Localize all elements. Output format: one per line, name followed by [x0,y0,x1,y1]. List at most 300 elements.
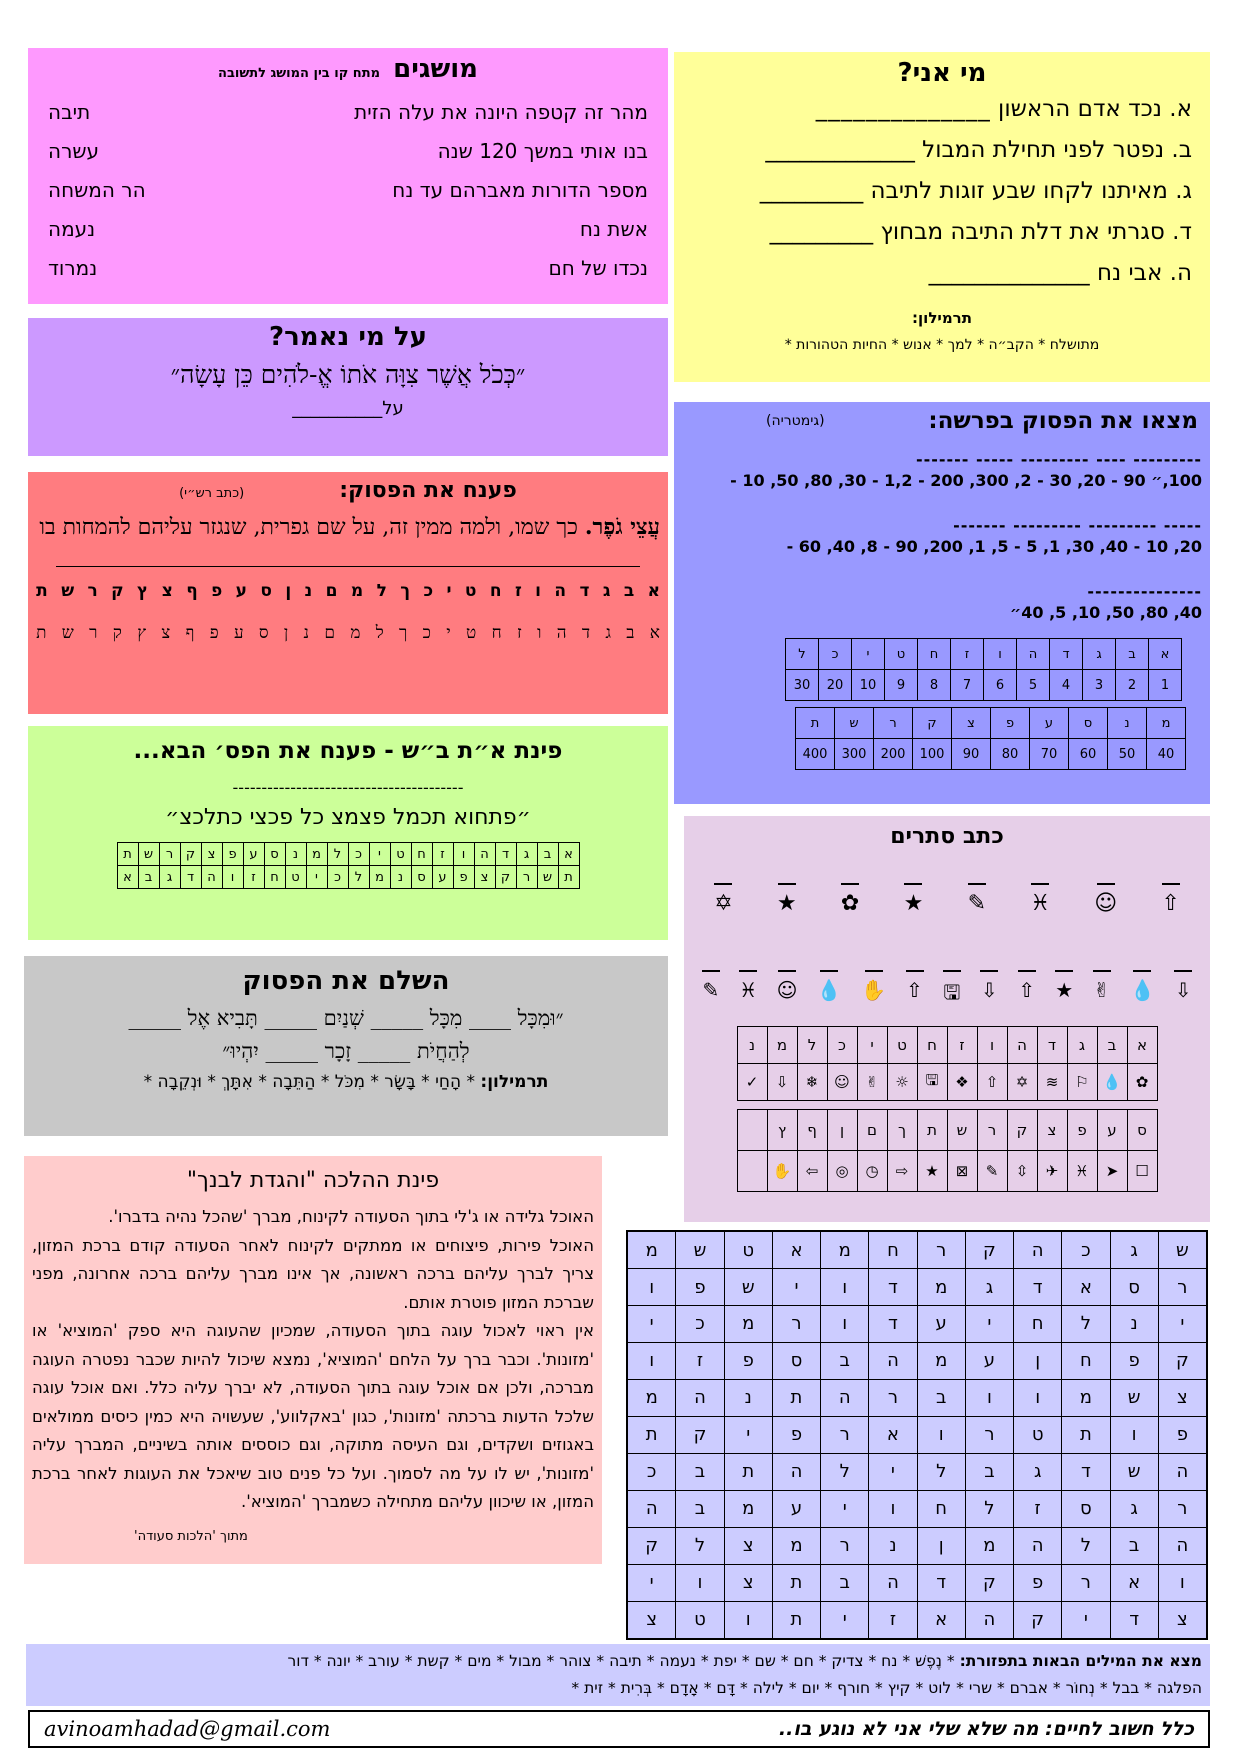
secret-symbol: 💧 [817,970,842,1012]
wordsearch-letter[interactable]: ד [869,1269,917,1306]
secret-cell [737,1151,767,1192]
gematria-cell: 100 [913,739,952,770]
wordsearch-letter[interactable]: א [1110,1564,1158,1601]
wordsearch-letter[interactable]: י [821,1601,869,1639]
footer-bar [28,1710,1210,1748]
footer-email[interactable]: avinoamhadad@gmail.com [44,1717,331,1741]
gematria-cell: 5 [1017,670,1050,701]
wordsearch-letter[interactable]: ג [965,1269,1013,1306]
wordsearch-letter[interactable]: ן [1014,1342,1062,1379]
wordsearch-letter[interactable]: ה [1158,1527,1207,1564]
atbash-cell: ח [264,866,285,889]
concept-question: מהר זה קטפה היונה את עלה הזית [354,100,648,124]
atbash-cell: ל [327,843,348,866]
gematria-cell: ט [885,639,918,670]
halacha-source: מתוך 'הלכות סעודה' [134,1529,248,1544]
wordsearch-letter[interactable]: מ [724,1306,772,1343]
atbash-cell: פ [453,866,474,889]
secret-symbol: ✎ [702,970,720,1012]
wordsearch-letter[interactable]: צ [1158,1601,1207,1639]
alphabet-letter: י [446,581,452,601]
wordsearch-letter[interactable]: ה [965,1601,1013,1639]
secret-cell: נ [737,1027,767,1064]
secret-cell: ⚐ [1067,1064,1097,1101]
wordsearch-letter[interactable]: ו [1014,1379,1062,1416]
words-line-2: הפלגה * בבל * נְחוֹר * אברם * שרי * לוט * קיץ * חורף * יום * לילה * דָּם * אָדָם * בְּרִית * זית * [571,1679,1202,1697]
gematria-cell: ה [1017,639,1050,670]
atbash-title: פינת א״ת ב״ש - פענח את הפס׳ הבא... [133,738,563,764]
wordsearch-letter[interactable]: ר [772,1306,820,1343]
gematria-cell: 400 [796,739,835,770]
wordsearch-letter[interactable]: צ [724,1564,772,1601]
secret-cell: ף [797,1110,827,1151]
wordsearch-letter[interactable]: א [1062,1269,1110,1306]
secret-cell: ם [857,1110,887,1151]
atbash-cell: ו [453,843,474,866]
wordsearch-letter[interactable]: ן [917,1527,965,1564]
whoami-section [674,52,1210,382]
alphabet-letter: ש [61,581,75,601]
secret-cell: ח [917,1027,947,1064]
secret-cell: ⇨ [887,1151,917,1192]
wordsearch-letter[interactable]: ת [724,1453,772,1490]
whoami-item[interactable]: א. נכד אדם הראשון ______________ [815,96,1192,122]
secret-cell: 💧 [1097,1064,1127,1101]
wordsearch-letter[interactable]: ו [821,1269,869,1306]
wordsearch-letter[interactable]: ד [869,1306,917,1343]
wordsearch-letter[interactable]: ד [1062,1453,1110,1490]
secret-cell: ★ [917,1151,947,1192]
wordsearch-letter[interactable]: ב [1110,1527,1158,1564]
concept-answer[interactable]: תיבה [48,100,91,124]
wordsearch-letter[interactable]: ט [676,1601,724,1639]
gematria-header [682,408,1202,434]
wordsearch-letter[interactable]: נ [724,1379,772,1416]
whoami-item[interactable]: ד. סגרתי את דלת התיבה מבחוץ _________ [769,219,1192,245]
secret-symbol: ☺ [1094,883,1117,916]
gematria-line: 40, 80, 50, 10, 5, 40״ [1009,603,1202,622]
wordsearch-letter[interactable]: ר [917,1231,965,1269]
wordsearch-letter[interactable]: י [627,1306,676,1343]
wordsearch-letter[interactable]: ז [1014,1490,1062,1527]
wordsearch-letter[interactable]: ה [772,1453,820,1490]
concepts-section [28,48,668,304]
decode-answer-line[interactable] [56,560,640,567]
wordsearch-letter[interactable]: י [821,1490,869,1527]
alphabet-letter: ז [514,581,522,601]
wordsearch-letter[interactable]: פ [772,1416,820,1453]
words-intro: מצא את המילים הבאות בתפזורת: [959,1652,1202,1670]
wordsearch-letter[interactable]: ל [821,1453,869,1490]
wordsearch-letter[interactable]: ו [869,1490,917,1527]
gematria-cell: פ [991,708,1030,739]
secret-symbol: ♓ [739,970,757,1012]
wordsearch-letter[interactable]: ע [772,1490,820,1527]
secret-symbol: ★ [1055,970,1073,1012]
alphabet-letter: ף [186,581,198,601]
cipher-letter: א [649,623,660,643]
wordsearch-letter[interactable]: פ [676,1269,724,1306]
gematria-cell: ב [1116,639,1149,670]
secret-cell: צ [1037,1110,1067,1151]
secret-symbol: ✋ [861,970,886,1012]
alphabet-letter: ך [400,581,411,601]
wordsearch-letter[interactable]: ו [724,1601,772,1639]
atbash-cell: ס [411,866,432,889]
wordsearch-letter[interactable]: ר [821,1416,869,1453]
atbash-cell: ט [390,843,411,866]
wordsearch-letter[interactable]: ו [917,1416,965,1453]
atbash-table [117,842,580,889]
wordsearch-letter[interactable]: ש [1158,1231,1207,1269]
wordsearch-letter[interactable]: ל [1062,1306,1110,1343]
wordsearch-letter[interactable]: ש [676,1231,724,1269]
wordsearch-letter[interactable]: מ [627,1379,676,1416]
cipher-letter: ע [233,623,244,643]
wordsearch-letter[interactable]: ט [1014,1416,1062,1453]
atbash-cell: י [306,866,327,889]
secret-symbol: ⇧ [1161,883,1179,916]
wordsearch-letter[interactable]: ח [1014,1306,1062,1343]
gematria-cell: 90 [952,739,991,770]
gematria-note: (גימטריה) [766,413,825,429]
secret-cell: ➤ [1097,1151,1127,1192]
wordsearch-letter[interactable]: ק [965,1231,1013,1269]
secret-cell: ץ [767,1110,797,1151]
alphabet-letter: מ [350,581,364,601]
atbash-dashes[interactable]: ---------------------------------------- [232,778,464,797]
secret-cell: ד [1037,1027,1067,1064]
secret-symbol: ★ [904,883,924,916]
secret-cell: ◎ [827,1151,857,1192]
wordsearch-letter[interactable]: ד [917,1564,965,1601]
gematria-cell: 50 [1108,739,1147,770]
wordsearch-letter[interactable]: ה [627,1490,676,1527]
wordsearch-letter[interactable]: מ [1062,1379,1110,1416]
alphabet-letter: צ [161,581,173,601]
gematria-line: 20, 10 - 40, 30, 1, 5 - 5, 1, 200, 90 - 8, 40, 60 - [786,537,1202,556]
wordsearch-letter[interactable]: נ [869,1527,917,1564]
alphabet-letter: ם [325,581,338,601]
wordsearch-letter[interactable]: י [965,1306,1013,1343]
wordsearch-letter[interactable]: ט [724,1231,772,1269]
wordsearch-letter[interactable]: ר [1062,1564,1110,1601]
gematria-cell: מ [1147,708,1186,739]
wordsearch-letter[interactable]: ק [1158,1342,1207,1379]
gematria-cell: 70 [1030,739,1069,770]
alphabet-letter: ל [376,581,387,601]
wordsearch-letter[interactable]: ק [965,1564,1013,1601]
alphabet-letter: ט [464,581,477,601]
wordsearch-letter[interactable]: ד [1110,1601,1158,1639]
gematria-table-2 [795,707,1186,770]
cipher-letter: ט [466,623,477,643]
aboutwhom-answer[interactable]: על__________ [292,398,404,419]
wordsearch-letter[interactable]: י [869,1453,917,1490]
gematria-cell: 7 [951,670,984,701]
concept-question: בנו אותי במשך 120 שנה [437,139,648,163]
wordsearch-letter[interactable]: ק [627,1527,676,1564]
atbash-cell: ק [495,866,516,889]
alphabet-letter: נ [304,581,313,601]
wordsearch-letter[interactable]: ת [772,1601,820,1639]
secret-cell: ≋ [1037,1064,1067,1101]
secret-cell: ת [917,1110,947,1151]
atbash-cell: צ [474,866,495,889]
secret-cell: ש [947,1110,977,1151]
gematria-cell: ו [984,639,1017,670]
alphabet-letter: ס [260,581,272,601]
atbash-section [28,726,668,940]
secret-cell: ❄ [797,1064,827,1101]
wordsearch-letter[interactable]: ה [869,1564,917,1601]
wordsearch-letter[interactable]: ת [772,1379,820,1416]
wordsearch-letter[interactable]: ל [965,1490,1013,1527]
alphabet-letter: ו [535,581,541,601]
wordsearch-letter[interactable]: פ [1014,1564,1062,1601]
atbash-cell: י [369,843,390,866]
cipher-letter: ד [581,623,591,643]
wordsearch-letter[interactable]: ש [1110,1379,1158,1416]
wordsearch-letter[interactable]: צ [627,1601,676,1639]
wordsearch-letter[interactable]: מ [627,1231,676,1269]
secret-symbol: ✎ [968,883,986,916]
secret-cell: ב [1097,1027,1127,1064]
wordsearch-letter[interactable]: ו [965,1379,1013,1416]
wordsearch-letter[interactable]: פ [724,1342,772,1379]
concept-question: נכדו של חם [548,256,648,280]
cipher-letter: ח [491,623,502,643]
wordsearch-letter[interactable]: ר [1158,1269,1207,1306]
secret-symbol: ✡ [714,883,732,916]
gematria-cell: ד [1050,639,1083,670]
gematria-dashes[interactable]: --------- ---- --------- ----- ------- [915,450,1202,469]
wordsearch-letter[interactable]: י [724,1416,772,1453]
cipher-letter: ך [398,623,408,643]
wordsearch-letter[interactable]: ק [676,1416,724,1453]
wordsearch-letter[interactable]: מ [965,1527,1013,1564]
wordsearch-letter[interactable]: ע [917,1306,965,1343]
atbash-cell: ב [138,866,159,889]
wordsearch-letter[interactable]: ח [917,1490,965,1527]
halacha-section [24,1156,602,1564]
secret-cell: כ [827,1027,857,1064]
wordsearch-letter[interactable]: א [917,1601,965,1639]
wordsearch-letter[interactable]: י [772,1269,820,1306]
wordsearch-letter[interactable]: ר [965,1416,1013,1453]
wordsearch-letter[interactable]: ר [869,1379,917,1416]
gematria-cell: 20 [819,670,852,701]
wordsearch-letter[interactable]: ק [1014,1601,1062,1639]
wordsearch-letter[interactable]: מ [724,1490,772,1527]
wordsearch-letter[interactable]: ב [676,1453,724,1490]
wordsearch-letter[interactable]: ב [821,1564,869,1601]
wordsearch-letter[interactable]: ש [1110,1453,1158,1490]
wordsearch-letter[interactable]: ב [821,1342,869,1379]
secret-symbol: 💧 [1130,970,1155,1012]
gematria-dashes[interactable]: --------------- [1087,582,1202,601]
aboutwhom-title: על מי נאמר? [269,322,427,352]
wordsearch-letter[interactable]: כ [1062,1231,1110,1269]
secret-symbol: ★ [777,883,797,916]
secret-title: כתב סתרים [890,824,1004,849]
wordsearch-letter[interactable]: ב [965,1453,1013,1490]
cipher-letter: ג [605,623,611,643]
wordsearch-letter[interactable]: ו [676,1564,724,1601]
alphabet-letter: ת [36,581,48,601]
secret-cell: 🖫 [917,1064,947,1101]
wordsearch-letter[interactable]: ת [1062,1416,1110,1453]
atbash-cell: ע [243,843,264,866]
concept-answer[interactable]: נעמה [48,217,96,241]
concept-answer[interactable]: נמרוד [48,256,98,280]
concept-question: מספר הדורות מאברהם עד נח [392,178,648,202]
cipher-letter: ן [283,623,289,643]
atbash-cell: נ [285,843,306,866]
wordsearch-letter[interactable]: ת [772,1564,820,1601]
wordsearch-letter[interactable]: ו [627,1269,676,1306]
secret-symbol: ⇩ [1174,970,1192,1012]
concepts-title: מושגים [393,54,478,84]
secret-cell: ✡ [1007,1064,1037,1101]
atbash-cell: ר [516,866,537,889]
wordsearch-letter[interactable]: י [1062,1601,1110,1639]
wordsearch-letter[interactable]: כ [627,1453,676,1490]
atbash-cell: ז [432,843,453,866]
concept-question: אשת נח [579,217,648,241]
wordsearch-letter[interactable]: ו [1110,1416,1158,1453]
wordsearch-letter[interactable]: ה [869,1342,917,1379]
wordsearch-letter[interactable]: ה [1014,1231,1062,1269]
wordsearch-letter[interactable]: י [1158,1306,1207,1343]
wordsearch-letter[interactable]: מ [917,1342,965,1379]
secret-cell: ♓ [1067,1151,1097,1192]
wordsearch-letter[interactable]: ס [1110,1269,1158,1306]
atbash-cell: ה [201,866,222,889]
cipher-letter: ש [61,623,74,643]
wordsearch-letter[interactable]: ש [724,1269,772,1306]
gematria-title: מצאו את הפסוק בפרשה: [928,408,1198,434]
alphabet-letter: פ [211,581,223,601]
secret-word-row[interactable] [692,883,1202,916]
secret-cell: ך [887,1110,917,1151]
gematria-dashes[interactable]: ----- --------- --------- ------- [953,516,1202,535]
cipher-letter: ה [556,623,567,643]
gematria-cell: 3 [1083,670,1116,701]
gematria-cell: ק [913,708,952,739]
cipher-letter: ב [626,623,635,643]
wordsearch-letter[interactable]: י [627,1564,676,1601]
secret-symbol: ⇩ [980,970,998,1012]
complete-line[interactable]: לְהַחֲיֹת _____ זָכָר _____ יִהְיוּ״ [222,1039,470,1063]
atbash-cell: ו [222,866,243,889]
gematria-cell: נ [1108,708,1147,739]
secret-cell: ה [1007,1027,1037,1064]
gematria-cell: 300 [835,739,874,770]
wordsearch-letter[interactable]: ז [676,1342,724,1379]
secret-word-row[interactable] [692,970,1202,1012]
secret-cell: ☐ [1127,1151,1157,1192]
atbash-cell: פ [222,843,243,866]
wordsearch-letter[interactable]: ע [965,1342,1013,1379]
wordsearch-letter[interactable]: א [869,1416,917,1453]
secret-cell: פ [1067,1110,1097,1151]
wordsearch-letter[interactable]: ת [627,1416,676,1453]
wordsearch-letter[interactable]: כ [676,1306,724,1343]
wordsearch-letter[interactable]: ה [1158,1453,1207,1490]
wordsearch-letter[interactable]: צ [1158,1379,1207,1416]
wordsearch-letter[interactable]: ח [1062,1342,1110,1379]
wordsearch-letter[interactable]: ל [676,1527,724,1564]
wordsearch-letter[interactable]: ה [676,1379,724,1416]
wordsearch-letter[interactable]: ל [1062,1527,1110,1564]
cipher-letter: נ [303,623,310,643]
whoami-item[interactable]: ה. אבי נח ______________ [928,260,1192,286]
atbash-cell: א [558,843,579,866]
wordsearch-letter[interactable]: מ [821,1231,869,1269]
wordsearch-letter[interactable]: ב [917,1379,965,1416]
alphabet-letter: ק [111,581,124,601]
wordsearch-letter[interactable]: ל [917,1453,965,1490]
wordsearch-letter[interactable]: ו [1158,1564,1207,1601]
cipher-letter: ל [375,623,384,643]
whoami-item[interactable]: ב. נפטר לפני תחילת המבול _____________ [765,137,1192,163]
concept-answer[interactable]: עשרה [48,139,100,163]
wordsearch-letter[interactable]: ר [821,1527,869,1564]
atbash-cell: ה [474,843,495,866]
wordsearch-letter[interactable]: צ [724,1527,772,1564]
wordsearch-letter[interactable]: ה [821,1379,869,1416]
wordsearch-letter[interactable]: ג [1110,1231,1158,1269]
wordsearch-letter[interactable]: ג [1014,1453,1062,1490]
wordsearch-letter[interactable]: ס [1062,1490,1110,1527]
wordsearch-letter[interactable]: מ [917,1269,965,1306]
wordsearch-section [626,1230,1208,1640]
whoami-lexicon-label: תרמילון: [912,309,972,327]
wordsearch-letter[interactable]: ז [869,1601,917,1639]
cipher-letter: ם [324,623,335,643]
cipher-letter: ר [89,623,98,643]
wordsearch-letter[interactable]: פ [1158,1416,1207,1453]
wordsearch-letter[interactable]: פ [1110,1342,1158,1379]
gematria-cell: ע [1030,708,1069,739]
wordsearch-letter[interactable]: ה [1014,1527,1062,1564]
concept-answer[interactable]: הר המשחה [48,178,146,202]
wordsearch-letter[interactable]: נ [1110,1306,1158,1343]
wordsearch-letter[interactable]: ו [627,1342,676,1379]
whoami-item[interactable]: ג. מאיתנו לקחו שבע זוגות לתיבה _________ [759,178,1192,204]
decode-section [28,472,668,714]
secret-cell: ✌ [857,1064,887,1101]
wordsearch-letter[interactable]: ח [869,1231,917,1269]
wordsearch-letter[interactable]: ד [1014,1269,1062,1306]
wordsearch-letter[interactable]: מ [772,1527,820,1564]
wordsearch-letter[interactable]: ס [772,1342,820,1379]
wordsearch-letter[interactable]: א [772,1231,820,1269]
atbash-cell: כ [327,866,348,889]
secret-cell: ✎ [977,1151,1007,1192]
aboutwhom-section [28,318,668,456]
wordsearch-letter[interactable]: ב [676,1490,724,1527]
gematria-cell: 1 [1149,670,1182,701]
secret-cell: ☺ [827,1064,857,1101]
complete-line[interactable]: ״וּמִכָּל ____ מִכָּל _____ שְׁנַיִם _____ תָּבִיא אֶל _____ [128,1006,564,1030]
wordsearch-letter[interactable]: ו [821,1306,869,1343]
gematria-cell: י [852,639,885,670]
cipher-letter: מ [350,623,361,643]
wordsearch-letter[interactable]: ג [1110,1490,1158,1527]
wordsearch-letter[interactable]: ר [1158,1490,1207,1527]
